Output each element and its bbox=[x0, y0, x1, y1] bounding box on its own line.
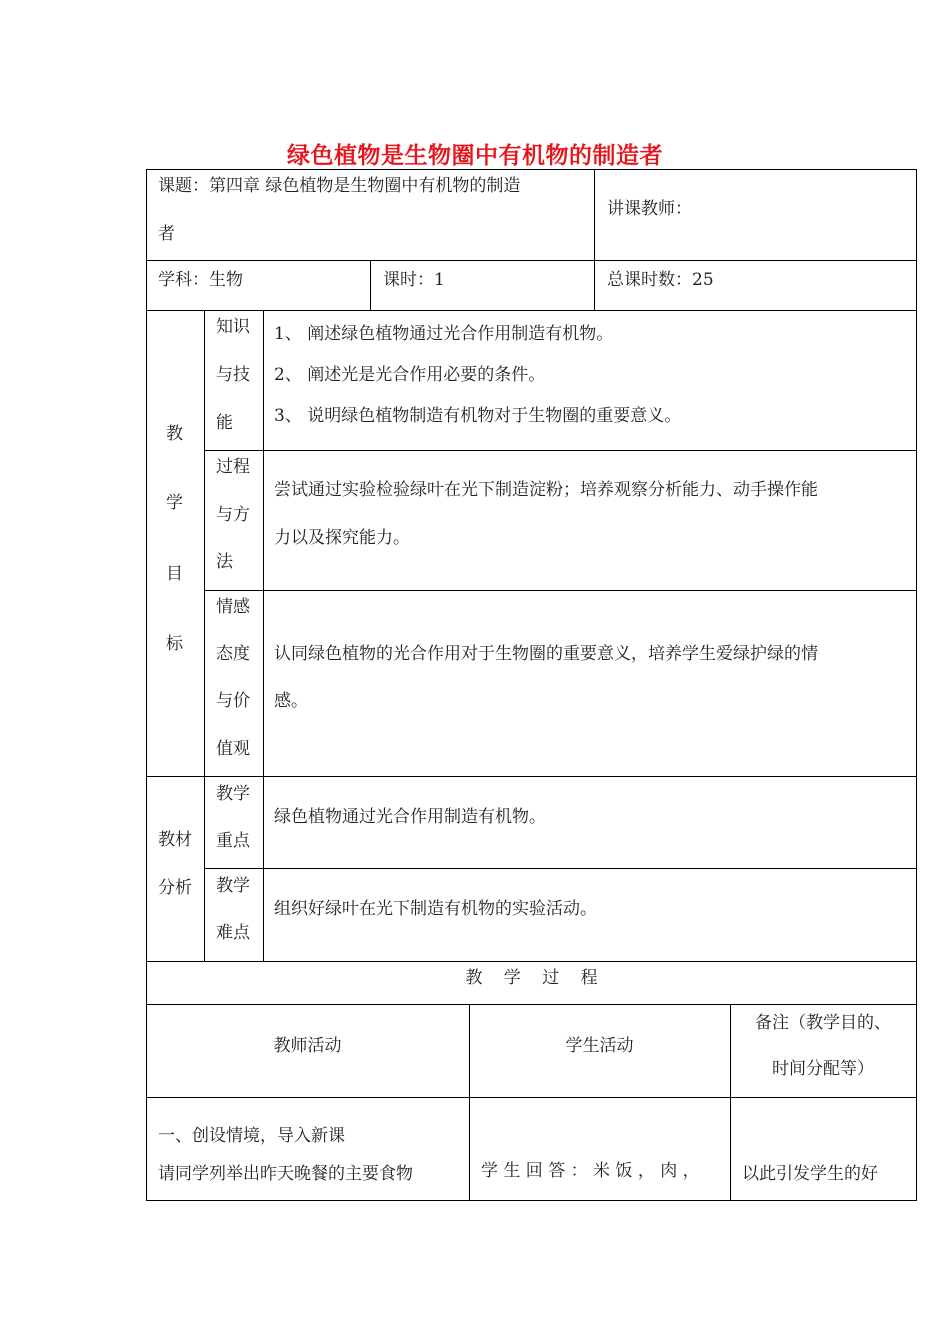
process-heading: 教 学 过 程 bbox=[465, 968, 598, 988]
process-method-text: 尝试通过实验检验绿叶在光下制造淀粉；培养观察分析能力、动手操作能 bbox=[274, 480, 818, 500]
knowledge-label: 与技 bbox=[216, 365, 250, 385]
objectives-label-char: 学 bbox=[166, 493, 183, 513]
knowledge-item: 3、 说明绿色植物制造有机物对于生物圈的重要意义。 bbox=[274, 406, 682, 426]
column-student-activity: 学生活动 bbox=[565, 1036, 634, 1056]
column-notes: 时间分配等） bbox=[772, 1059, 874, 1079]
column-notes: 备注（教学目的、 bbox=[755, 1013, 891, 1033]
column-teacher-activity: 教师活动 bbox=[273, 1036, 342, 1056]
process-method-label: 过程 bbox=[216, 457, 250, 477]
analysis-label: 教材 bbox=[158, 830, 192, 850]
objectives-label-char: 目 bbox=[166, 564, 183, 584]
notes-text: 以此引发学生的好 bbox=[742, 1164, 878, 1184]
process-method-label: 法 bbox=[216, 552, 233, 572]
periods-field: 课时：1 bbox=[383, 270, 445, 290]
knowledge-label: 能 bbox=[216, 413, 233, 433]
difficulty-label: 教学 bbox=[216, 876, 250, 896]
key-point-label: 教学 bbox=[216, 784, 250, 804]
teacher-activity-text: 请同学列举出昨天晚餐的主要食物 bbox=[158, 1164, 413, 1184]
analysis-label: 分析 bbox=[158, 878, 192, 898]
subject-field: 学科：生物 bbox=[158, 270, 243, 290]
process-method-text: 力以及探究能力。 bbox=[274, 528, 410, 548]
emotion-label: 值观 bbox=[216, 739, 250, 759]
emotion-label: 情感 bbox=[216, 597, 250, 617]
difficulty-label: 难点 bbox=[216, 923, 250, 943]
topic-line-2: 者 bbox=[158, 224, 175, 244]
teacher-label: 讲课教师： bbox=[607, 199, 692, 219]
emotion-label: 态度 bbox=[216, 644, 250, 664]
knowledge-item: 1、 阐述绿色植物通过光合作用制造有机物。 bbox=[274, 324, 614, 344]
difficulty-text: 组织好绿叶在光下制造有机物的实验活动。 bbox=[274, 899, 597, 919]
emotion-text: 感。 bbox=[274, 691, 308, 711]
student-activity-text: 学 生 回 答 ： 米 饭 ， 肉 ， bbox=[481, 1161, 700, 1181]
key-point-label: 重点 bbox=[216, 831, 250, 851]
objectives-label-char: 标 bbox=[166, 634, 183, 654]
teacher-activity-text: 一、创设情境，导入新课 bbox=[158, 1126, 345, 1146]
document-title: 绿色植物是生物圈中有机物的制造者 bbox=[287, 143, 663, 169]
emotion-label: 与价 bbox=[216, 691, 250, 711]
objectives-label-char: 教 bbox=[166, 424, 183, 444]
knowledge-label: 知识 bbox=[216, 317, 250, 337]
emotion-text: 认同绿色植物的光合作用对于生物圈的重要意义，培养学生爱绿护绿的情 bbox=[274, 644, 818, 664]
topic-line-1: 课题：第四章 绿色植物是生物圈中有机物的制造 bbox=[158, 176, 521, 196]
knowledge-item: 2、 阐述光是光合作用必要的条件。 bbox=[274, 365, 546, 385]
key-point-text: 绿色植物通过光合作用制造有机物。 bbox=[274, 807, 546, 827]
process-method-label: 与方 bbox=[216, 505, 250, 525]
total-periods-field: 总课时数：25 bbox=[607, 270, 714, 290]
